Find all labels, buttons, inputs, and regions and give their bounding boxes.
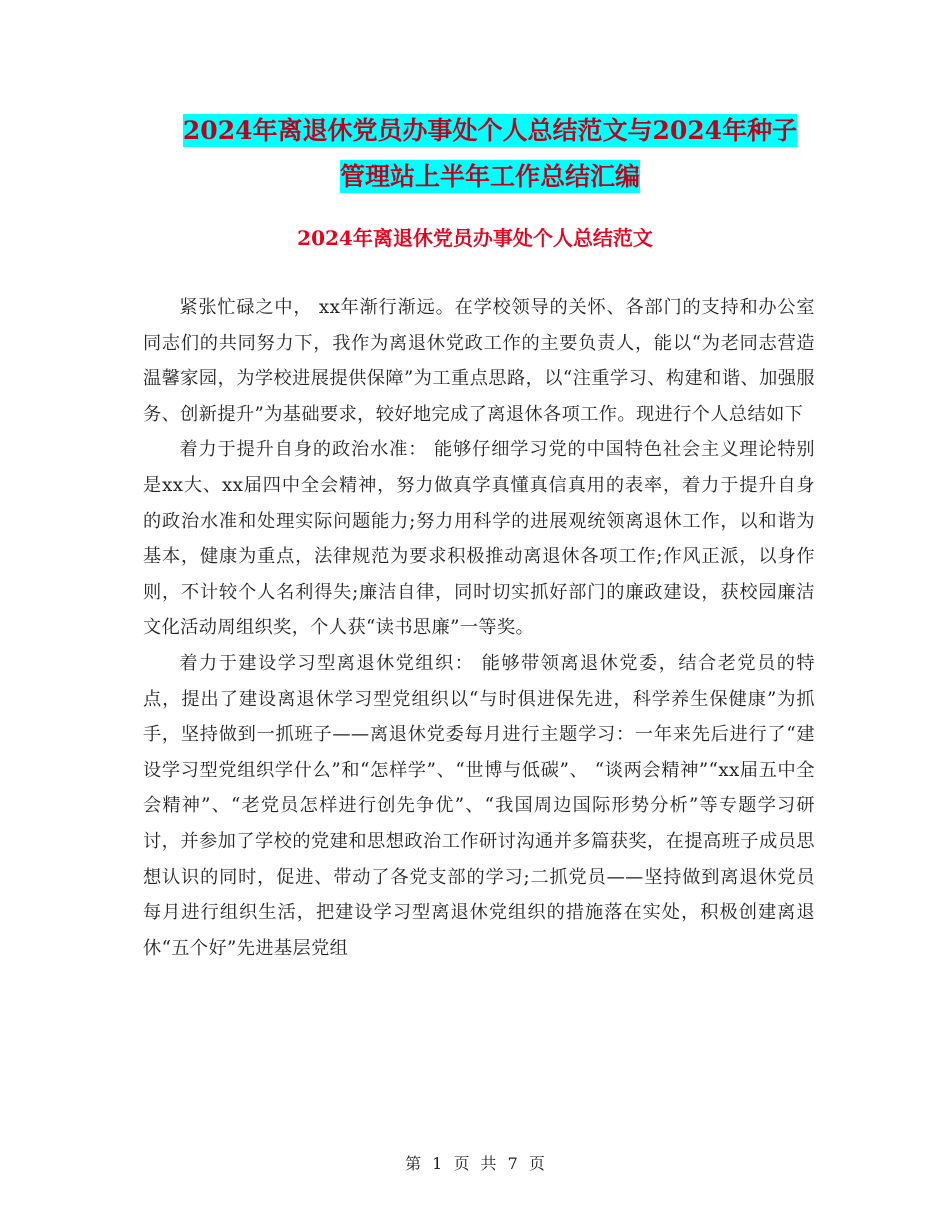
section-title: 2024年离退休党员办事处个人总结范文	[297, 226, 653, 250]
document-body	[143, 290, 815, 966]
document-title-line-2: 管理站上半年工作总结汇编	[339, 162, 640, 191]
document-title-line-1: 2024年离退休党员办事处个人总结范文与2024年种子	[182, 116, 798, 145]
paragraph-1: 紧张忙碌之中， xx年渐行渐远。在学校领导的关怀、各部门的支持和办公室同志们的共同努力下，我作为离退休党政工作的主要负责人，能以“为老同志营造温馨家园，为学校进展提供保障”为工重点思路，以“注重学习、构建和谐、加强服务、创新提升”为基础要求，较好地完成了离退休各项工作。现进行个人总结如下	[143, 297, 815, 425]
paragraph-3: 着力于建设学习型离退休党组织： 能够带领离退休党委，结合老党员的特点，提出了建设离退休学习型党组织以“与时俱进保先进，科学养生保健康”为抓手，坚持做到一抓班子——离退休党委每月进行主题学习：一年来先后进行了“建设学习型党组织学什么”和“怎样学”、“世博与低碳”、 “谈两会精神”“xx届五中全会精神”、“老党员怎样进行创先争优”、“我国周边国际形势分析”等专题学习研讨，并参加了学校的党建和思想政治工作研讨沟通并多篇获奖，在提高班子成员思想认识的同时，促进、带动了各党支部的学习;二抓党员——坚持做到离退休党员每月进行组织生活，把建设学习型离退休党组织的措施落在实处，积极创建离退休“五个好”先进基层党组	[143, 652, 815, 959]
paragraph-2: 着力于提升自身的政治水准： 能够仔细学习党的中国特色社会主义理论特别是xx大、xx届四中全会精神，努力做真学真懂真信真用的表率，着力于提升自身的政治水准和处理实际问题能力;努力用科学的进展观统领离退休工作，以和谐为基本，健康为重点，法律规范为要求积极推动离退休各项工作;作风正派，以身作则，不计较个人名利得失;廉洁自律，同时切实抓好部门的廉政建设，获校园廉洁文化活动周组织奖，个人获“读书思廉”一等奖。	[143, 439, 815, 639]
page-footer: 第 1 页 共 7 页	[405, 1154, 545, 1173]
document-title	[140, 108, 840, 200]
